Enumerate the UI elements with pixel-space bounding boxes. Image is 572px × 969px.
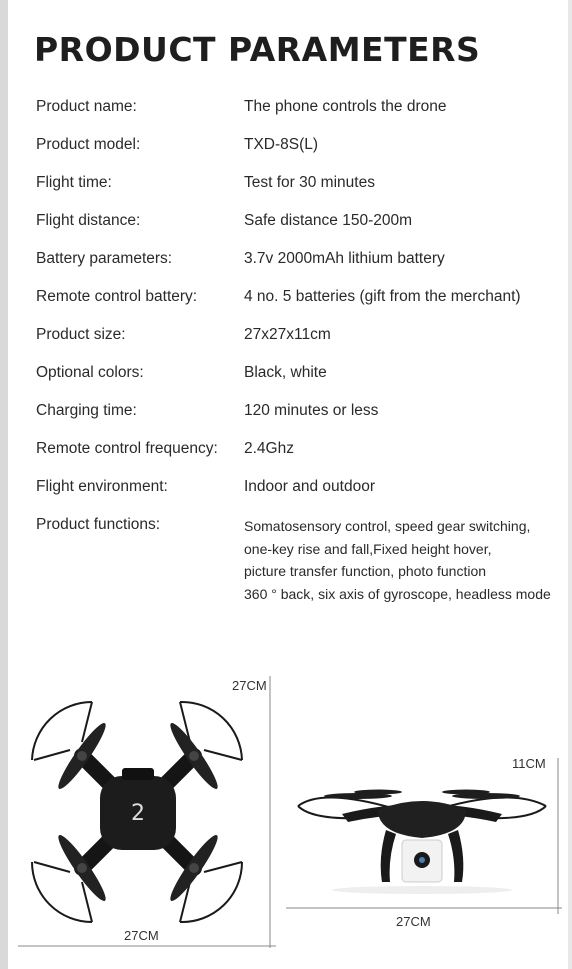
param-value: 3.7v 2000mAh lithium battery [244,250,445,267]
parameters-list [36,98,566,605]
param-value: Black, white [244,364,327,381]
side-view-height-label: 11CM [512,756,546,771]
param-row-product-name [36,98,566,136]
param-label: Optional colors: [36,364,144,381]
function-line: picture transfer function, photo function [244,563,487,579]
param-label: Product functions: [36,516,161,533]
param-value: Indoor and outdoor [244,478,375,495]
drone-side-view-image [282,748,572,928]
svg-text:2: 2 [131,801,145,826]
param-label: Flight time: [36,174,112,191]
param-row-remote-battery [36,288,566,326]
param-value: Test for 30 minutes [244,174,375,191]
param-row-product-functions [36,516,566,605]
param-label: Charging time: [36,402,137,419]
param-row-product-size [36,326,566,364]
param-label: Flight environment: [36,478,168,495]
param-label: Product name: [36,98,137,115]
param-label: Product model: [36,136,141,153]
param-row-flight-environment [36,478,566,516]
param-label: Flight distance: [36,212,141,229]
param-value: TXD-8S(L) [244,136,319,153]
param-value-functions [244,515,566,605]
param-row-remote-frequency [36,440,566,478]
param-row-charging-time [36,402,566,440]
param-row-product-model [36,136,566,174]
side-view-width-label: 27CM [396,914,431,929]
function-line: Somatosensory control, speed gear switching, [244,518,531,534]
param-value: 27x27x11cm [244,326,331,343]
param-row-battery-parameters [36,250,566,288]
page-title: PRODUCT PARAMETERS [34,30,481,69]
param-row-flight-time [36,174,566,212]
param-label: Product size: [36,326,126,343]
param-row-flight-distance [36,212,566,250]
param-value: 4 no. 5 batteries (gift from the merchant) [244,288,521,305]
param-label: Remote control frequency: [36,440,218,457]
param-value: Safe distance 150-200m [244,212,413,229]
top-view-height-label: 27CM [232,678,267,693]
function-line: 360 ° back, six axis of gyroscope, headless mode [244,585,551,602]
param-value: The phone controls the drone [244,98,447,115]
param-row-optional-colors [36,364,566,402]
drone-top-view-image [0,672,280,962]
param-label: Battery parameters: [36,250,173,267]
param-value: 120 minutes or less [244,402,379,419]
param-value: 2.4Ghz [244,440,294,457]
function-line: one-key rise and fall,Fixed height hover, [244,540,492,557]
param-label: Remote control battery: [36,288,198,305]
top-view-width-label: 27CM [124,928,159,943]
